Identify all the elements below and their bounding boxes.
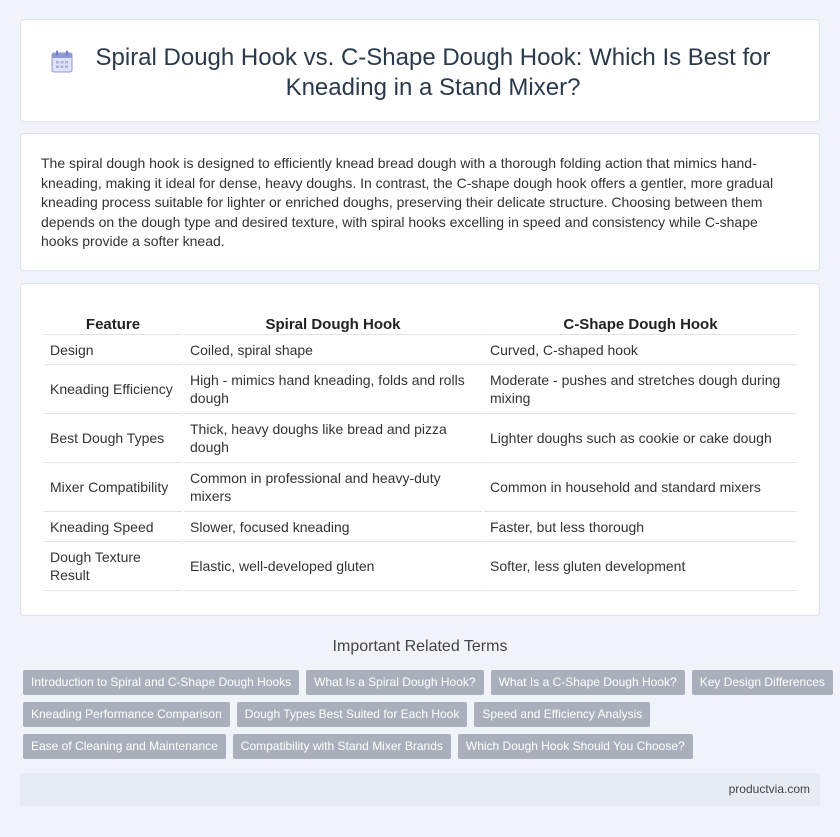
- table-row: [44, 365, 797, 414]
- related-terms-title: Important Related Terms: [332, 638, 508, 655]
- table-cell: Coiled, spiral shape: [184, 335, 482, 365]
- related-term-link[interactable]: Compatibility with Stand Mixer Brands: [233, 734, 451, 759]
- related-term-link[interactable]: Ease of Cleaning and Maintenance: [23, 734, 226, 759]
- tag-row: [23, 670, 823, 695]
- table-cell: Common in professional and heavy-duty mixers: [184, 463, 482, 512]
- related-term-link[interactable]: Speed and Efficiency Analysis: [474, 702, 650, 727]
- tag-row: [23, 734, 823, 759]
- table-row: [44, 414, 797, 463]
- footer-site-link[interactable]: productvia.com: [728, 782, 810, 796]
- table-row: [44, 463, 797, 512]
- table-cell: Thick, heavy doughs like bread and pizza dough: [184, 414, 482, 463]
- footer: [20, 773, 820, 806]
- table-cell: Elastic, well-developed gluten: [184, 542, 482, 591]
- table-cell: Common in household and standard mixers: [484, 463, 797, 512]
- table-cell: Best Dough Types: [44, 414, 182, 463]
- table-cell: Kneading Efficiency: [44, 365, 182, 414]
- table-row: [44, 542, 797, 591]
- related-term-link[interactable]: Kneading Performance Comparison: [23, 702, 230, 727]
- related-term-link[interactable]: Dough Types Best Suited for Each Hook: [237, 702, 468, 727]
- header-c-shape: C-Shape Dough Hook: [484, 313, 797, 335]
- comparison-card: [20, 283, 820, 616]
- table-cell: High - mimics hand kneading, folds and rolls dough: [184, 365, 482, 414]
- related-term-link[interactable]: What Is a Spiral Dough Hook?: [306, 670, 483, 695]
- related-terms-list: [23, 670, 823, 766]
- table-cell: Lighter doughs such as cookie or cake dough: [484, 414, 797, 463]
- table-cell: Design: [44, 335, 182, 365]
- intro-paragraph: The spiral dough hook is designed to efficiently knead bread dough with a thorough folding action that mimics hand-kneading, making it ideal for dense, heavy doughs. In contrast, the C-shape dough hook offers a gentler, more gradual kneading process suitable for lighter or enriched doughs, preserving their delicate structure. Choosing between them depends on the dough type and desired texture, with spiral hooks excelling in speed and consistency while C-shape hooks provide a softer knead.: [41, 155, 774, 249]
- related-term-link[interactable]: Introduction to Spiral and C-Shape Dough Hooks: [23, 670, 299, 695]
- table-cell: Dough Texture Result: [44, 542, 182, 591]
- table-cell: Moderate - pushes and stretches dough during mixing: [484, 365, 797, 414]
- table-cell: Slower, focused kneading: [184, 512, 482, 542]
- related-term-link[interactable]: Which Dough Hook Should You Choose?: [458, 734, 693, 759]
- table-row: [44, 512, 797, 542]
- related-term-link[interactable]: Key Design Differences: [692, 670, 833, 695]
- table-cell: Mixer Compatibility: [44, 463, 182, 512]
- table-header-row: [44, 313, 797, 335]
- table-cell: Softer, less gluten development: [484, 542, 797, 591]
- table-cell: Faster, but less thorough: [484, 512, 797, 542]
- table-cell: Curved, C-shaped hook: [484, 335, 797, 365]
- title-card: [20, 19, 820, 122]
- tag-row: [23, 702, 823, 727]
- table-cell: Kneading Speed: [44, 512, 182, 542]
- table-row: [44, 335, 797, 365]
- comparison-table: [42, 313, 799, 591]
- header-feature: Feature: [44, 313, 182, 335]
- related-term-link[interactable]: What Is a C-Shape Dough Hook?: [491, 670, 685, 695]
- intro-card: [20, 133, 820, 271]
- header-spiral: Spiral Dough Hook: [184, 313, 482, 335]
- page-title: Spiral Dough Hook vs. C-Shape Dough Hook: Which Is Best for Kneading in a Stand Mixer?: [95, 44, 771, 101]
